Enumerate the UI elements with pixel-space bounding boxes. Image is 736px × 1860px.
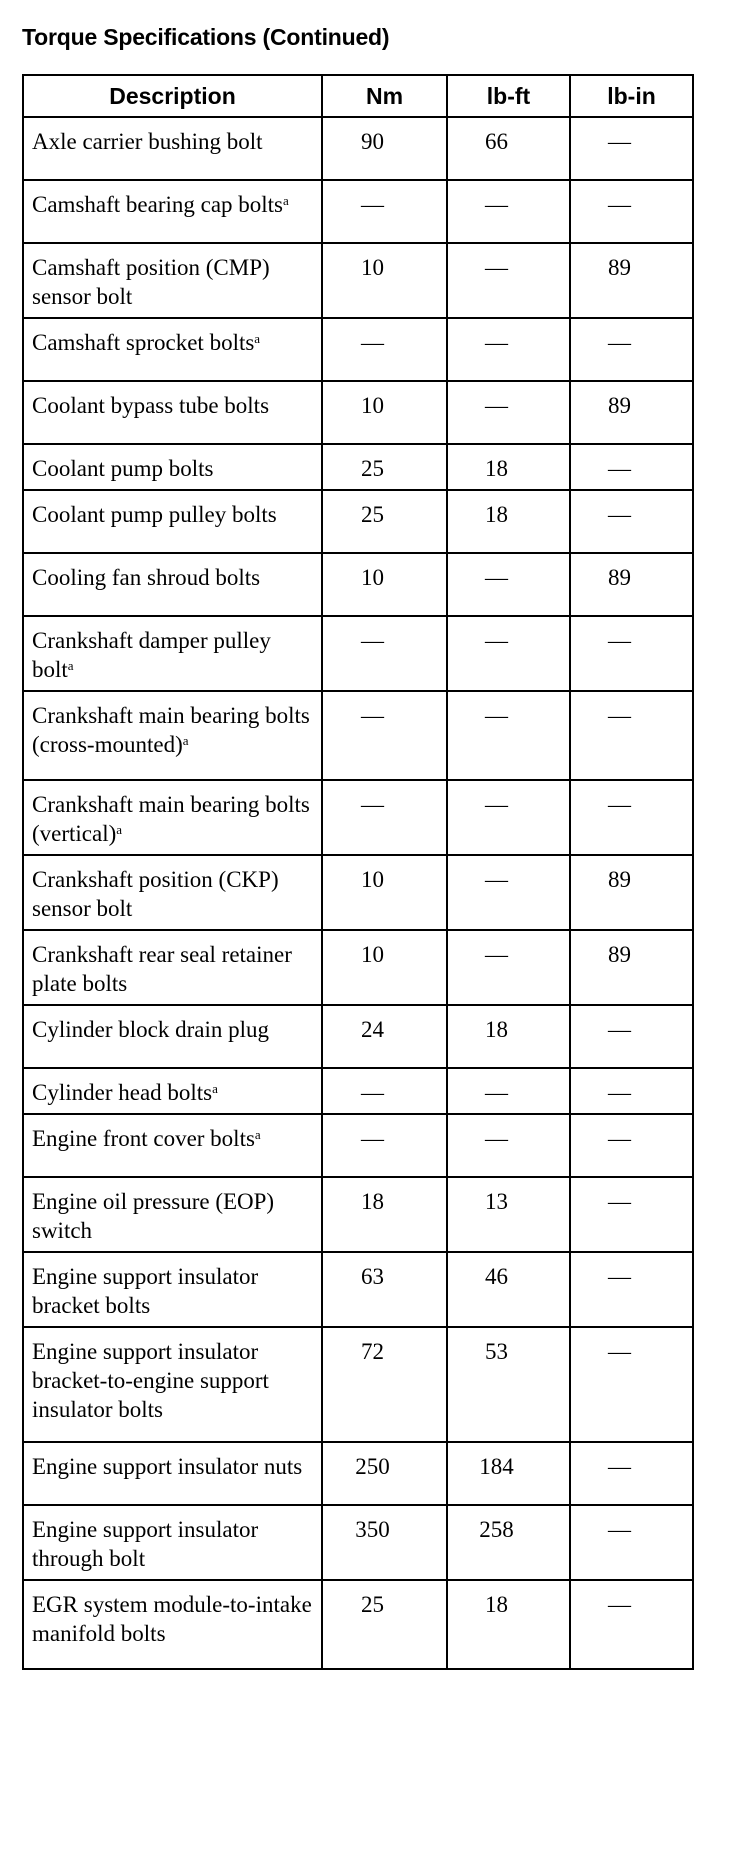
lb-ft-cell-value: 13 — [485, 1189, 508, 1214]
nm-cell — [322, 553, 447, 616]
description-cell — [23, 1068, 322, 1114]
nm-cell-value: 25 — [361, 502, 384, 527]
lb-ft-cell-value: — — [485, 1080, 508, 1105]
table-body — [23, 117, 693, 1669]
lb-ft-cell-value: 18 — [485, 456, 508, 481]
description-text: Engine oil pressure (EOP) switch — [32, 1189, 275, 1243]
lb-in-cell — [570, 381, 693, 444]
lb-ft-cell-value: — — [485, 330, 508, 355]
header-row — [23, 75, 693, 117]
lb-in-cell — [570, 616, 693, 691]
lb-in-cell-value: — — [608, 1454, 631, 1479]
description-cell — [23, 780, 322, 855]
lb-ft-cell — [447, 1005, 570, 1068]
description-cell — [23, 180, 322, 243]
nm-cell — [322, 1177, 447, 1252]
lb-ft-cell — [447, 444, 570, 490]
nm-cell-value: — — [361, 792, 384, 817]
lb-ft-cell-value: 18 — [485, 1592, 508, 1617]
description-cell — [23, 117, 322, 180]
table-row — [23, 930, 693, 1005]
nm-cell — [322, 490, 447, 553]
footnote-marker: a — [212, 1081, 218, 1096]
description-cell — [23, 490, 322, 553]
lb-ft-cell-value: — — [485, 1126, 508, 1151]
nm-cell — [322, 1327, 447, 1442]
lb-ft-cell — [447, 490, 570, 553]
lb-ft-cell-value: 18 — [485, 502, 508, 527]
lb-ft-cell-value: 258 — [479, 1517, 514, 1542]
description-cell — [23, 1580, 322, 1669]
description-cell — [23, 616, 322, 691]
lb-in-cell-value: — — [608, 129, 631, 154]
lb-in-cell — [570, 1442, 693, 1505]
nm-cell — [322, 180, 447, 243]
description-text: Engine support insulator nuts — [32, 1454, 303, 1479]
table-row — [23, 1442, 693, 1505]
lb-ft-cell — [447, 1114, 570, 1177]
description-text: Crankshaft damper pulley bolt — [32, 628, 271, 682]
description-text: Crankshaft position (CKP) sensor bolt — [32, 867, 279, 921]
lb-in-cell — [570, 1177, 693, 1252]
footnote-marker: a — [182, 733, 189, 748]
header-description: Description — [23, 75, 322, 117]
description-text: Crankshaft rear seal retainer plate bolts — [32, 942, 292, 996]
lb-in-cell-value: — — [608, 502, 631, 527]
nm-cell-value: — — [361, 628, 384, 653]
table-row — [23, 243, 693, 318]
table-row — [23, 381, 693, 444]
lb-in-cell — [570, 1068, 693, 1114]
lb-in-cell — [570, 318, 693, 381]
page-title: Torque Specifications (Continued) — [22, 24, 390, 50]
lb-ft-cell-value: 53 — [485, 1339, 508, 1364]
lb-ft-cell — [447, 691, 570, 780]
description-cell — [23, 318, 322, 381]
description-text: Engine support insulator bracket-to-engine support insulator bolts — [32, 1339, 269, 1422]
lb-in-cell — [570, 490, 693, 553]
table-row — [23, 1505, 693, 1580]
lb-in-cell-value: — — [608, 1339, 631, 1364]
table-row — [23, 1327, 693, 1442]
torque-spec-table — [22, 74, 694, 1670]
lb-ft-cell — [447, 1442, 570, 1505]
lb-in-cell — [570, 180, 693, 243]
nm-cell-value: 90 — [361, 129, 384, 154]
lb-in-cell — [570, 1252, 693, 1327]
nm-cell-value: 10 — [361, 255, 384, 280]
lb-in-cell — [570, 930, 693, 1005]
nm-cell — [322, 1442, 447, 1505]
lb-in-cell — [570, 1580, 693, 1669]
nm-cell-value: 25 — [361, 1592, 384, 1617]
description-text: Camshaft bearing cap bolts — [32, 192, 284, 217]
lb-in-cell-value: 89 — [608, 255, 631, 280]
description-cell — [23, 243, 322, 318]
description-cell — [23, 691, 322, 780]
lb-ft-cell — [447, 553, 570, 616]
description-text: Axle carrier bushing bolt — [32, 129, 263, 154]
lb-ft-cell — [447, 780, 570, 855]
lb-in-cell-value: — — [608, 1264, 631, 1289]
description-cell — [23, 855, 322, 930]
lb-ft-cell-value: — — [485, 867, 508, 892]
nm-cell — [322, 1252, 447, 1327]
table-row — [23, 1580, 693, 1669]
nm-cell — [322, 780, 447, 855]
footnote-marker: a — [283, 193, 289, 208]
lb-ft-cell — [447, 1327, 570, 1442]
lb-ft-cell — [447, 930, 570, 1005]
nm-cell-value: — — [361, 703, 384, 728]
table-row — [23, 444, 693, 490]
footnote-marker: a — [254, 1127, 261, 1142]
lb-in-cell — [570, 855, 693, 930]
description-text: Coolant pump pulley bolts — [32, 502, 277, 527]
lb-in-cell — [570, 691, 693, 780]
lb-in-cell-value: 89 — [608, 942, 631, 967]
description-text: Cylinder block drain plug — [32, 1017, 269, 1042]
nm-cell-value: — — [361, 192, 384, 217]
lb-in-cell-value: — — [608, 330, 631, 355]
lb-in-cell — [570, 1327, 693, 1442]
description-text: Cylinder head bolts — [32, 1080, 213, 1105]
footnote-marker: a — [254, 331, 261, 346]
lb-ft-cell-value: — — [485, 393, 508, 418]
footnote-marker: a — [67, 658, 74, 673]
description-text: Camshaft position (CMP) sensor bolt — [32, 255, 270, 309]
description-cell — [23, 1177, 322, 1252]
description-cell — [23, 1252, 322, 1327]
footnote-marker: a — [116, 822, 123, 837]
lb-in-cell — [570, 444, 693, 490]
nm-cell — [322, 930, 447, 1005]
lb-in-cell — [570, 780, 693, 855]
table-row — [23, 1068, 693, 1114]
lb-in-cell-value: — — [608, 456, 631, 481]
nm-cell-value: 25 — [361, 456, 384, 481]
lb-in-cell-value: — — [608, 628, 631, 653]
lb-ft-cell — [447, 616, 570, 691]
lb-ft-cell-value: — — [485, 628, 508, 653]
lb-in-cell — [570, 117, 693, 180]
description-cell — [23, 553, 322, 616]
table-row — [23, 1114, 693, 1177]
lb-ft-cell — [447, 1177, 570, 1252]
lb-in-cell-value: — — [608, 1189, 631, 1214]
table-row — [23, 616, 693, 691]
nm-cell-value: 10 — [361, 867, 384, 892]
lb-ft-cell-value: 18 — [485, 1017, 508, 1042]
lb-in-cell — [570, 553, 693, 616]
nm-cell — [322, 855, 447, 930]
nm-cell-value: 63 — [361, 1264, 384, 1289]
lb-in-cell — [570, 1005, 693, 1068]
lb-ft-cell-value: 66 — [485, 129, 508, 154]
lb-ft-cell — [447, 1580, 570, 1669]
nm-cell — [322, 381, 447, 444]
description-cell — [23, 1505, 322, 1580]
description-cell — [23, 444, 322, 490]
nm-cell — [322, 1005, 447, 1068]
nm-cell-value: 72 — [361, 1339, 384, 1364]
nm-cell — [322, 1068, 447, 1114]
nm-cell-value: 10 — [361, 942, 384, 967]
description-cell — [23, 1005, 322, 1068]
table-row — [23, 117, 693, 180]
lb-in-cell-value: — — [608, 192, 631, 217]
lb-in-cell-value: 89 — [608, 393, 631, 418]
nm-cell-value: 18 — [361, 1189, 384, 1214]
lb-ft-cell — [447, 318, 570, 381]
lb-in-cell-value: — — [608, 1592, 631, 1617]
lb-in-cell-value: — — [608, 1080, 631, 1105]
description-text: Coolant bypass tube bolts — [32, 393, 270, 418]
lb-ft-cell — [447, 855, 570, 930]
table-row — [23, 180, 693, 243]
nm-cell — [322, 117, 447, 180]
lb-ft-cell — [447, 1068, 570, 1114]
description-text: Engine support insulator bracket bolts — [32, 1264, 259, 1318]
description-text: Camshaft sprocket bolts — [32, 330, 255, 355]
lb-in-cell-value: — — [608, 1126, 631, 1151]
lb-ft-cell — [447, 1252, 570, 1327]
lb-in-cell-value: — — [608, 1517, 631, 1542]
nm-cell-value: 24 — [361, 1017, 384, 1042]
nm-cell — [322, 1505, 447, 1580]
lb-in-cell — [570, 243, 693, 318]
nm-cell-value: — — [361, 1080, 384, 1105]
nm-cell-value: 10 — [361, 393, 384, 418]
lb-ft-cell-value: 184 — [479, 1454, 514, 1479]
description-text: Engine support insulator through bolt — [32, 1517, 259, 1571]
lb-ft-cell-value: — — [485, 192, 508, 217]
nm-cell — [322, 1114, 447, 1177]
description-cell — [23, 1442, 322, 1505]
nm-cell-value: — — [361, 1126, 384, 1151]
table-row — [23, 318, 693, 381]
description-text: Engine front cover bolts — [32, 1126, 255, 1151]
description-text: Cooling fan shroud bolts — [32, 565, 261, 590]
description-text: Crankshaft main bearing bolts (vertical) — [32, 792, 310, 846]
table-row — [23, 1252, 693, 1327]
lb-in-cell-value: 89 — [608, 867, 631, 892]
lb-ft-cell — [447, 243, 570, 318]
description-text: Coolant pump bolts — [32, 456, 214, 481]
lb-in-cell-value: 89 — [608, 565, 631, 590]
nm-cell — [322, 616, 447, 691]
lb-in-cell — [570, 1505, 693, 1580]
lb-ft-cell-value: — — [485, 792, 508, 817]
table-row — [23, 1177, 693, 1252]
nm-cell — [322, 1580, 447, 1669]
nm-cell-value: 10 — [361, 565, 384, 590]
header-lb-ft: lb-ft — [447, 75, 570, 117]
lb-ft-cell-value: — — [485, 255, 508, 280]
lb-in-cell — [570, 1114, 693, 1177]
lb-in-cell-value: — — [608, 792, 631, 817]
table-row — [23, 691, 693, 780]
table-row — [23, 490, 693, 553]
lb-ft-cell — [447, 180, 570, 243]
lb-in-cell-value: — — [608, 703, 631, 728]
table-row — [23, 553, 693, 616]
lb-ft-cell — [447, 117, 570, 180]
description-text: EGR system module-to-intake manifold bolts — [32, 1592, 312, 1646]
nm-cell — [322, 691, 447, 780]
lb-ft-cell — [447, 381, 570, 444]
description-cell — [23, 1114, 322, 1177]
nm-cell — [322, 444, 447, 490]
lb-ft-cell — [447, 1505, 570, 1580]
lb-ft-cell-value: 46 — [485, 1264, 508, 1289]
lb-in-cell-value: — — [608, 1017, 631, 1042]
description-text: Crankshaft main bearing bolts (cross-mounted) — [32, 703, 310, 757]
table-row — [23, 1005, 693, 1068]
table-row — [23, 855, 693, 930]
lb-ft-cell-value: — — [485, 942, 508, 967]
nm-cell — [322, 318, 447, 381]
table-row — [23, 780, 693, 855]
description-cell — [23, 381, 322, 444]
header-nm: Nm — [322, 75, 447, 117]
description-cell — [23, 930, 322, 1005]
nm-cell-value: 350 — [355, 1517, 390, 1542]
nm-cell — [322, 243, 447, 318]
nm-cell-value: 250 — [355, 1454, 390, 1479]
description-cell — [23, 1327, 322, 1442]
header-lb-in: lb-in — [570, 75, 693, 117]
lb-ft-cell-value: — — [485, 703, 508, 728]
nm-cell-value: — — [361, 330, 384, 355]
lb-ft-cell-value: — — [485, 565, 508, 590]
